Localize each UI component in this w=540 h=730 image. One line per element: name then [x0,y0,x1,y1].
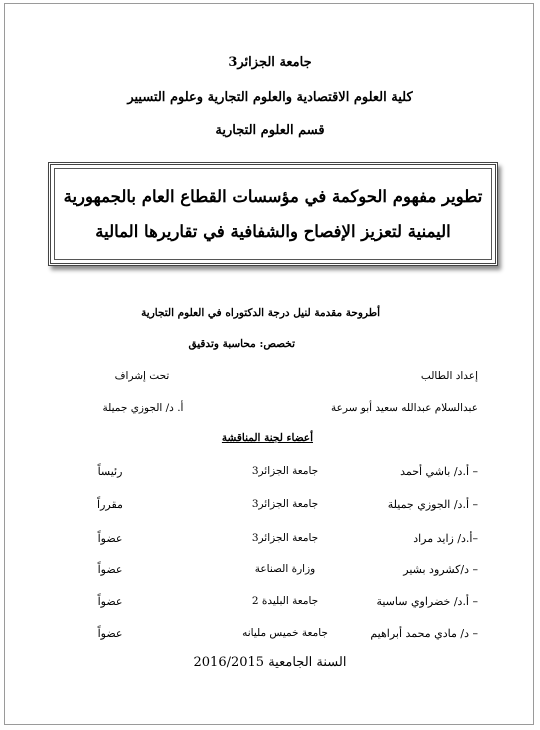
member-institution: جامعة البليدة 2 [251,595,319,607]
member-name: –أ.د/ زايد مراد [413,532,478,545]
member-institution: جامعة الجزائر3 [251,465,319,477]
member-name: – د/ مادي محمد أبراهيم [370,627,478,640]
page-border [4,3,534,725]
member-name: – د/كشرود بشير [403,563,478,576]
member-institution: جامعة الجزائر3 [251,498,319,510]
thesis-title-frame [48,162,498,266]
university-name: جامعة الجزائر3 [228,55,312,70]
member-role: عضواً [97,627,123,640]
thesis-title-line-1: تطوير مفهوم الحوكمة في مؤسسات القطاع العام بالجمهورية [63,187,483,206]
member-institution: وزارة الصناعة [254,563,316,575]
member-name: – أ.د/ خضراوي ساسية [376,595,478,608]
prepared-by-label: إعداد الطالب [420,370,478,382]
member-institution: جامعة الجزائر3 [251,532,319,544]
member-role: عضواً [97,532,123,545]
supervisor-label: تحت إشراف [114,370,170,382]
academic-year: السنة الجامعية 2016/2015 [193,655,347,670]
member-role: رئيساً [97,465,123,478]
specialization: تخصص: محاسبة وتدقيق [188,338,295,350]
thesis-title-line-2: اليمنية لتعزيز الإفصاح والشفافية في تقاريرها المالية [95,222,451,241]
member-name: – أ.د/ الجوزي جميلة [387,498,478,511]
member-role: مقرراً [97,498,123,511]
supervisor-name: أ. د/ الجوزي جميلة [102,402,184,414]
department-name: قسم العلوم التجارية [215,123,325,138]
member-role: عضواً [97,595,123,608]
member-institution: جامعة خميس مليانه [242,627,328,639]
committee-title: أعضاء لجنة المناقشة [221,432,313,444]
member-role: عضواً [97,563,123,576]
member-name: – أ.د/ باشي أحمد [400,465,478,478]
student-name: عبدالسلام عبدالله سعيد أبو سرعة [330,402,478,414]
faculty-name: كلية العلوم الاقتصادية والعلوم التجارية وعلوم التسيير [127,90,413,105]
thesis-type: أطروحة مقدمة لنيل درجة الدكتوراه في العلوم التجارية [141,307,380,319]
